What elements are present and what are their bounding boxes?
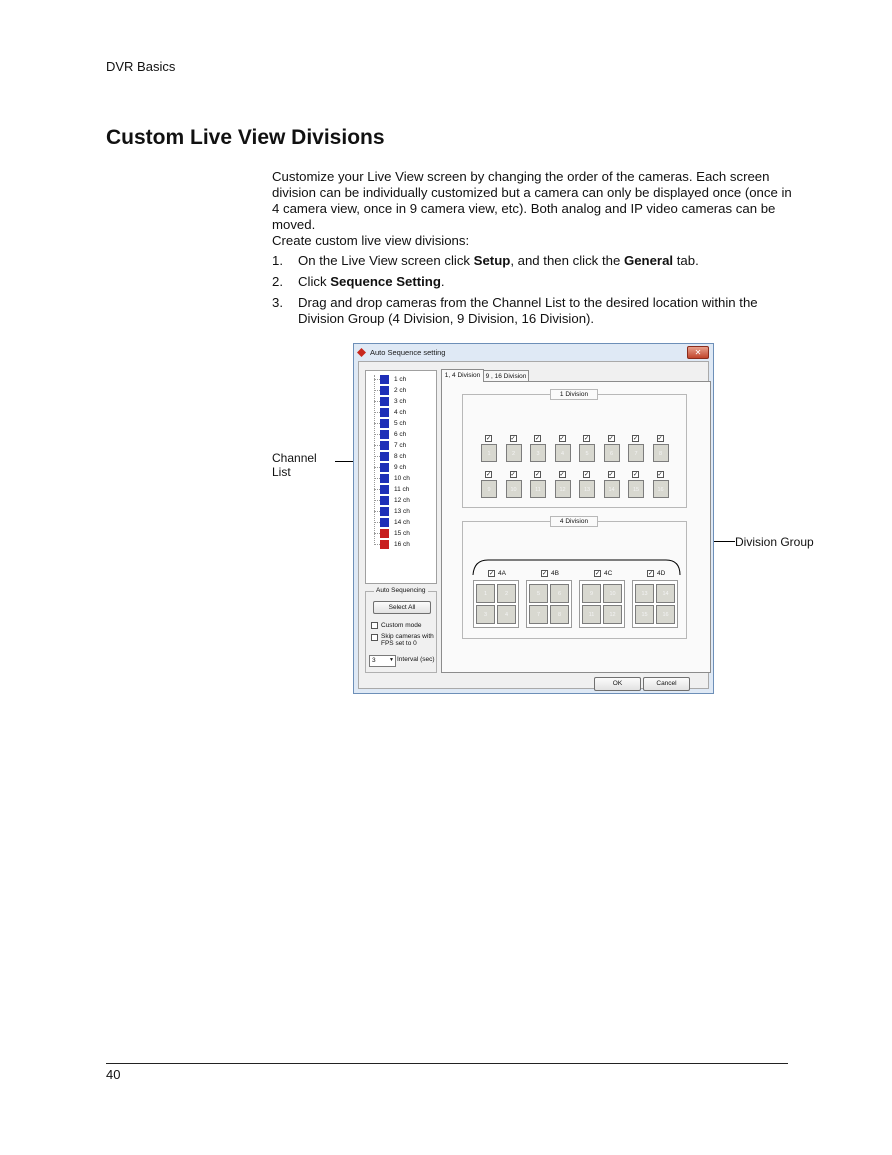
division-group-callout: Division Group [735,535,814,549]
group-label: 4A [498,570,506,577]
tab-9-16-division[interactable]: 9 , 16 Division [483,370,529,382]
cancel-button[interactable]: Cancel [643,677,690,691]
camera-slot[interactable]: 16 [656,605,675,624]
intro-paragraph: Customize your Live View screen by changing the order of the cameras. Each screen division can be individually customized but a camera can only be displayed once (once in 4 camera view, once in 9 camera view, etc). Both analog and IP video cameras can be moved. [272,169,792,232]
channel-list[interactable] [365,370,437,584]
tile-checkbox[interactable]: ✓ [584,472,590,478]
group-checkbox[interactable]: ✓ [595,571,601,577]
camera-icon [380,419,389,428]
interval-value: 3 [372,657,376,664]
camera-icon [380,474,389,483]
camera-icon [380,496,389,505]
tile-checkbox[interactable]: ✓ [535,472,541,478]
channel-list-item[interactable] [366,418,436,429]
channel-list-item[interactable] [366,462,436,473]
camera-icon [380,485,389,494]
tile-checkbox[interactable]: ✓ [657,436,663,442]
camera-icon [380,441,389,450]
interval-select[interactable] [369,655,396,667]
camera-slot[interactable]: 10 [506,480,522,498]
channel-label: 6 ch [394,431,407,438]
tile-checkbox[interactable]: ✓ [486,436,492,442]
channel-list-item[interactable] [366,539,436,550]
four-division-label: 4 Division [550,516,598,527]
camera-slot[interactable]: 7 [628,444,644,462]
camera-slot[interactable]: 15 [635,605,654,624]
tile-checkbox[interactable]: ✓ [633,436,639,442]
camera-slot[interactable]: 11 [530,480,546,498]
ok-button[interactable]: OK [594,677,641,691]
camera-icon [380,540,389,549]
body-text [272,169,792,332]
camera-slot[interactable]: 11 [582,605,601,624]
camera-slot[interactable]: 5 [529,584,548,603]
channel-label: 14 ch [394,519,410,526]
steps-list [272,253,792,327]
auto-sequencing-legend: Auto Sequencing [376,587,426,594]
auto-sequencing-group [365,587,437,673]
camera-icon [380,452,389,461]
group-checkbox[interactable]: ✓ [489,571,495,577]
camera-slot[interactable]: 4 [497,605,516,624]
channel-list-item[interactable] [366,506,436,517]
channel-list-item[interactable] [366,473,436,484]
channel-label: 3 ch [394,398,407,405]
channel-label: 16 ch [394,541,410,548]
channel-label: 7 ch [394,442,407,449]
group-label: 4C [604,570,613,577]
camera-slot[interactable]: 1 [481,444,497,462]
tile-checkbox[interactable]: ✓ [510,472,516,478]
channel-list-item[interactable] [366,528,436,539]
channel-list-item[interactable] [366,495,436,506]
channel-list-item[interactable] [366,484,436,495]
camera-icon [380,375,389,384]
tile-checkbox[interactable]: ✓ [584,436,590,442]
app-icon [357,348,366,357]
channel-list-callout: Channel List [272,451,317,479]
camera-slot[interactable]: 6 [604,444,620,462]
close-icon[interactable]: ✕ [687,346,709,359]
channel-label: 4 ch [394,409,407,416]
channel-label: 8 ch [394,453,407,460]
camera-icon [380,408,389,417]
channel-list-item[interactable] [366,517,436,528]
camera-icon [380,397,389,406]
division-quad [579,580,625,628]
camera-slot[interactable]: 12 [603,605,622,624]
camera-slot[interactable]: 8 [550,605,569,624]
custom-mode-checkbox[interactable] [371,622,378,629]
channel-list-item[interactable] [366,407,436,418]
channel-label: 2 ch [394,387,407,394]
interval-label: Interval (sec) [397,656,435,663]
tile-checkbox[interactable]: ✓ [486,472,492,478]
tile-checkbox[interactable]: ✓ [608,436,614,442]
camera-slot[interactable]: 5 [579,444,595,462]
channel-label: 11 ch [394,486,410,493]
division-quad [632,580,678,628]
dialog-titlebar[interactable] [354,344,713,360]
tile-checkbox[interactable]: ✓ [559,436,565,442]
camera-slot[interactable]: 3 [476,605,495,624]
channel-label: 5 ch [394,420,407,427]
camera-slot[interactable]: 1 [476,584,495,603]
camera-icon [380,386,389,395]
tile-checkbox[interactable]: ✓ [657,472,663,478]
page-number: 40 [106,1067,121,1082]
step-1: 1. On the Live View screen click Setup, and then click the General tab. [272,253,699,268]
channel-label: 12 ch [394,497,410,504]
camera-slot[interactable]: 2 [506,444,522,462]
one-division-group [462,391,687,508]
lead-sentence: Create custom live view divisions: [272,233,470,248]
camera-icon [380,463,389,472]
one-division-label: 1 Division [550,389,598,400]
tile-checkbox[interactable]: ✓ [535,436,541,442]
channel-list-item[interactable] [366,374,436,385]
tile-checkbox[interactable]: ✓ [510,436,516,442]
channel-list-item[interactable] [366,396,436,407]
camera-slot[interactable]: 3 [530,444,546,462]
camera-slot[interactable]: 12 [555,480,571,498]
channel-label: 15 ch [394,530,410,537]
camera-icon [380,430,389,439]
camera-slot[interactable]: 2 [497,584,516,603]
tab-1-4-division[interactable]: 1, 4 Division [441,369,484,382]
camera-icon [380,518,389,527]
channel-list-item[interactable] [366,451,436,462]
select-all-button[interactable]: Select All [373,601,431,614]
camera-slot[interactable]: 14 [656,584,675,603]
channel-list-item[interactable] [366,385,436,396]
camera-slot[interactable]: 9 [582,584,601,603]
camera-slot[interactable]: 8 [653,444,669,462]
camera-slot[interactable]: 9 [481,480,497,498]
division-quad [526,580,572,628]
tab-panel [441,381,711,687]
dialog-client-area [358,361,709,689]
tile-checkbox[interactable]: ✓ [559,472,565,478]
step-3: 3. Drag and drop cameras from the Channel List to the desired location within the Division Group (4 Division, 9 Division, 16 Division). [272,295,758,326]
custom-mode-label: Custom mode [381,622,422,629]
four-division-group [462,518,687,639]
channel-label: 13 ch [394,508,410,515]
camera-slot[interactable]: 13 [579,480,595,498]
group-checkbox[interactable]: ✓ [648,571,654,577]
channel-list-item[interactable] [366,440,436,451]
camera-slot[interactable]: 14 [604,480,620,498]
camera-slot[interactable]: 10 [603,584,622,603]
skip-cameras-label: Skip cameras with FPS set to 0 [381,633,434,647]
tile-checkbox[interactable]: ✓ [608,472,614,478]
camera-slot[interactable]: 15 [628,480,644,498]
auto-sequence-dialog [353,343,714,694]
division-quad [473,580,519,628]
channel-list-item[interactable] [366,429,436,440]
group-label: 4B [551,570,559,577]
camera-slot[interactable]: 7 [529,605,548,624]
camera-slot[interactable]: 16 [653,480,669,498]
channel-label: 10 ch [394,475,410,482]
channel-label: 1 ch [394,376,407,383]
camera-icon [380,529,389,538]
camera-icon [380,507,389,516]
tile-checkbox[interactable]: ✓ [633,472,639,478]
skip-cameras-checkbox[interactable] [371,634,378,641]
chevron-down-icon: ▼ [389,657,394,663]
camera-slot[interactable]: 6 [550,584,569,603]
page-title: Custom Live View Divisions [106,126,385,149]
footer-rule [106,1063,788,1064]
running-header: DVR Basics [106,59,176,74]
group-checkbox[interactable]: ✓ [542,571,548,577]
step-2: 2. Click Sequence Setting. [272,274,445,289]
channel-label: 9 ch [394,464,407,471]
dialog-title: Auto Sequence setting [370,347,446,357]
group-label: 4D [657,570,666,577]
camera-slot[interactable]: 13 [635,584,654,603]
camera-slot[interactable]: 4 [555,444,571,462]
